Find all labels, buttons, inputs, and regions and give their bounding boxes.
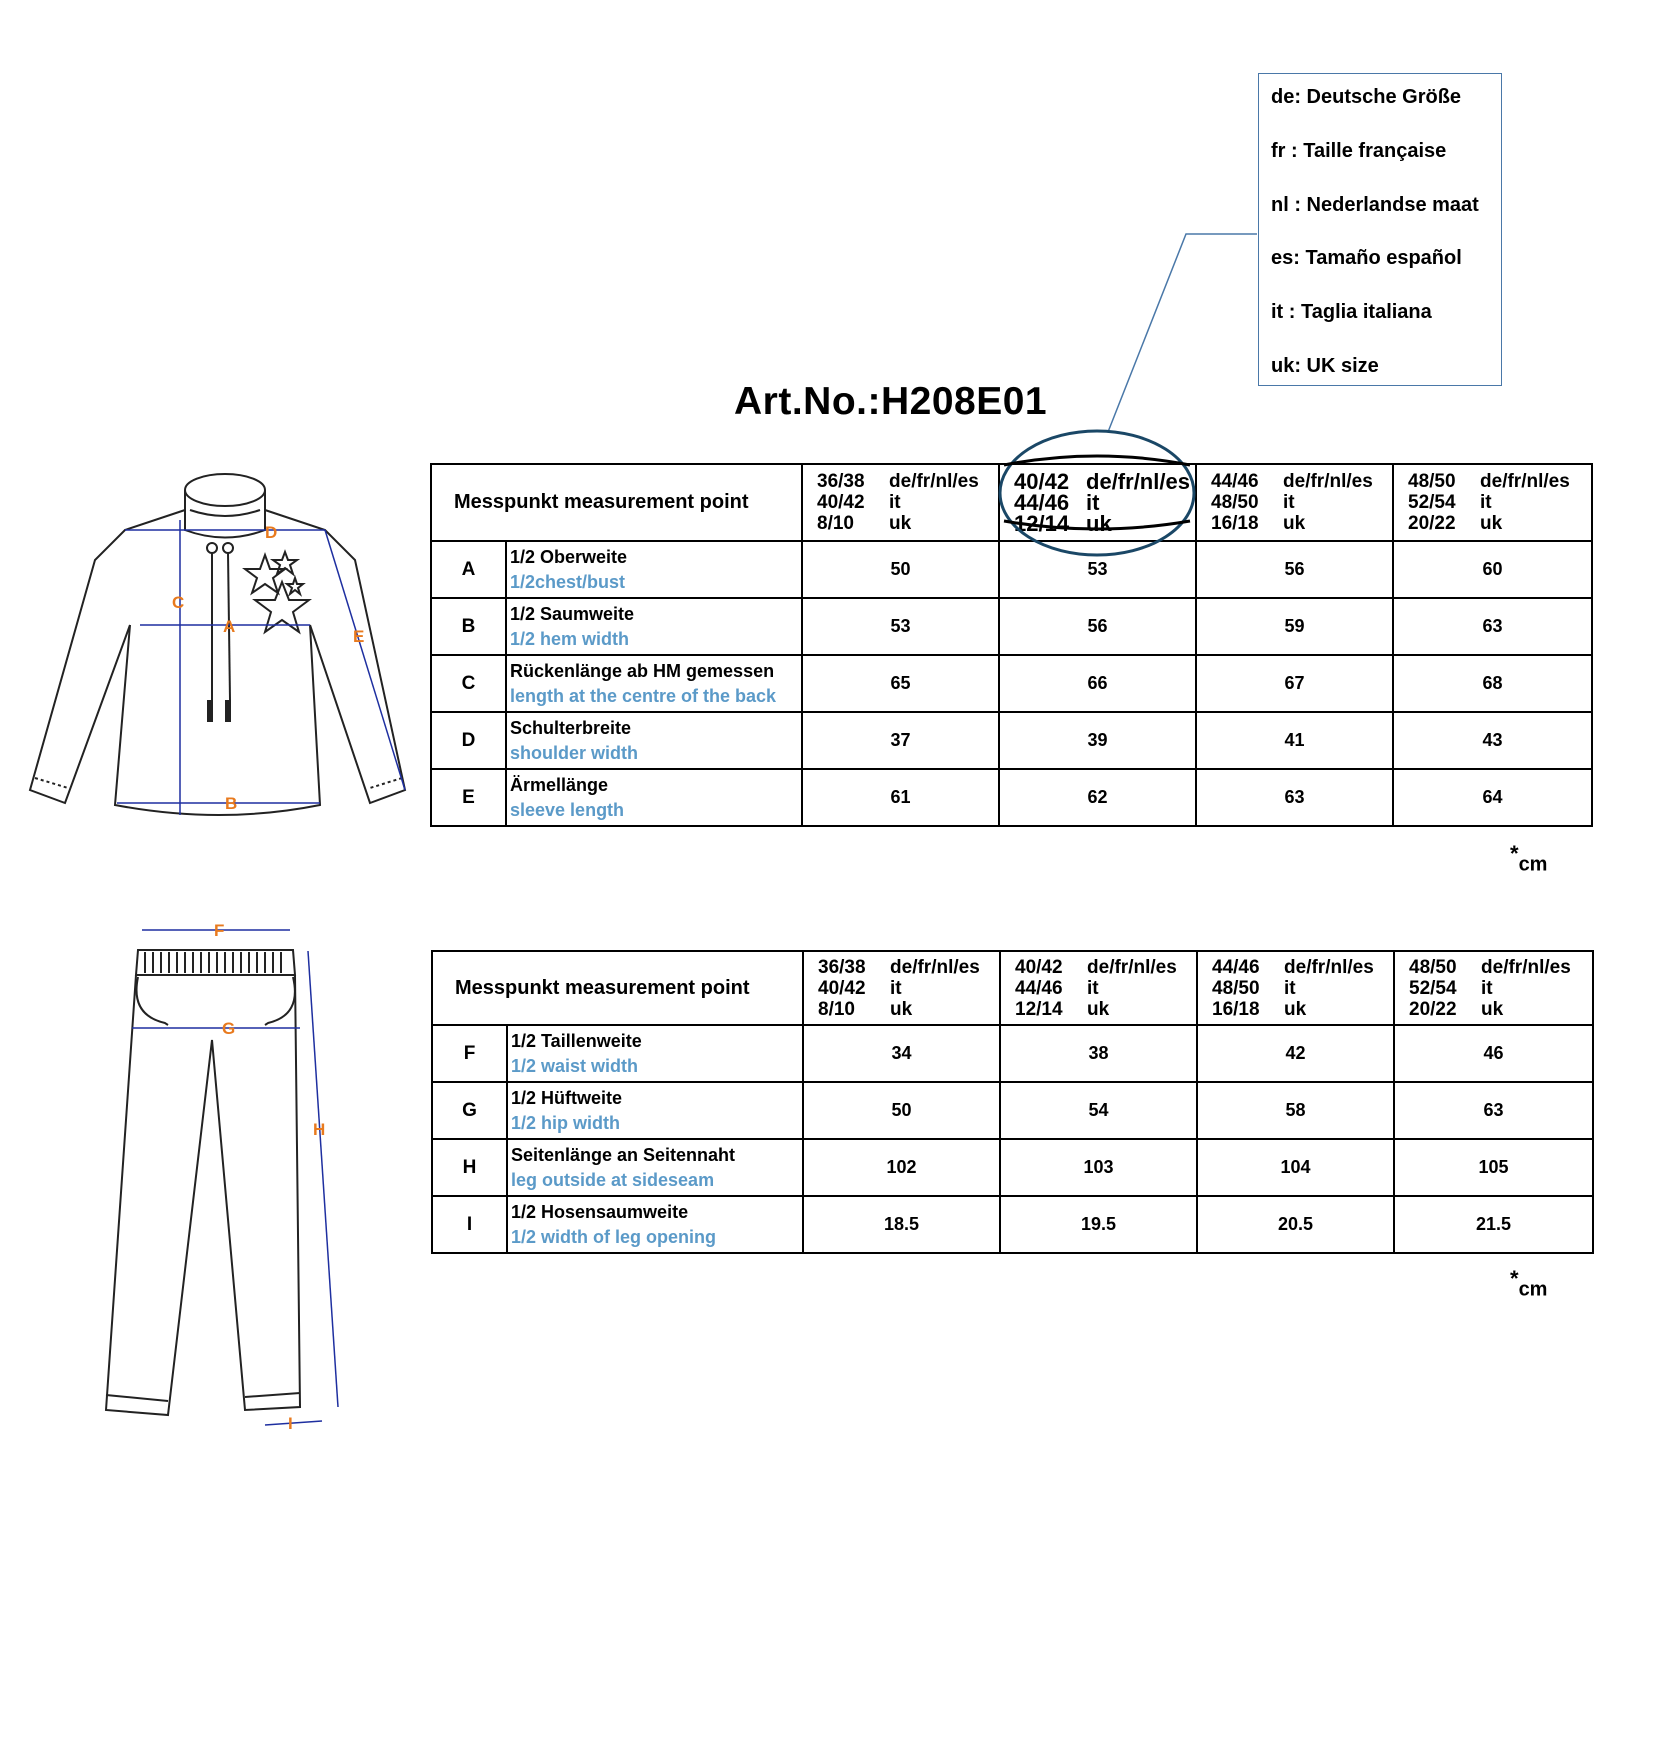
legend-item-fr: fr : Taille française <box>1271 140 1447 162</box>
value-cell: 50 <box>802 541 999 598</box>
size-it: 44/46 <box>1015 977 1063 999</box>
desc-en: leg outside at sideseam <box>511 1169 715 1190</box>
desc-en: 1/2 hip width <box>511 1112 621 1133</box>
size-tag: it <box>1087 977 1099 999</box>
size-tag: uk <box>1480 513 1503 534</box>
size-it: 48/50 <box>1212 977 1260 999</box>
row-description <box>506 712 802 769</box>
size-de: 40/42 <box>1015 956 1063 978</box>
unit-label-top: *cm <box>1510 841 1548 876</box>
desc-en: 1/2 width of leg opening <box>511 1226 716 1247</box>
size-uk: 16/18 <box>1212 998 1260 1020</box>
row-description <box>506 769 802 826</box>
size-de: 36/38 <box>818 956 866 978</box>
size-it: 44/46 <box>1014 490 1070 515</box>
size-it: 52/54 <box>1408 492 1456 513</box>
size-tag: de/fr/nl/es <box>1087 956 1177 978</box>
table-row <box>432 1082 1593 1139</box>
value-cell: 54 <box>1000 1082 1197 1139</box>
legend-item-es: es: Tamaño español <box>1271 247 1462 269</box>
value-cell: 63 <box>1394 1082 1593 1139</box>
value-cell: 60 <box>1393 541 1592 598</box>
value-cell: 62 <box>999 769 1196 826</box>
desc-de: 1/2 Hüftweite <box>511 1087 623 1108</box>
value-cell: 103 <box>1000 1139 1197 1196</box>
table-row <box>432 1025 1593 1082</box>
drawstring-end <box>225 700 231 722</box>
value-cell: 41 <box>1196 712 1393 769</box>
value-cell: 63 <box>1393 598 1592 655</box>
desc-en: 1/2 hem width <box>510 628 630 649</box>
size-it: 48/50 <box>1211 492 1259 513</box>
dimension-label-c: C <box>172 593 185 612</box>
size-tag: it <box>1283 492 1295 513</box>
value-cell: 56 <box>999 598 1196 655</box>
size-header-2 <box>1000 951 1197 1025</box>
legend-item-de: de: Deutsche Größe <box>1271 86 1462 108</box>
size-tag: it <box>1284 977 1296 999</box>
size-uk: 8/10 <box>817 513 854 534</box>
value-cell: 59 <box>1196 598 1393 655</box>
size-tag: uk <box>1481 998 1504 1020</box>
value-cell: 34 <box>803 1025 1000 1082</box>
value-cell: 67 <box>1196 655 1393 712</box>
unit-text: cm <box>1518 1278 1548 1301</box>
desc-en: 1/2 waist width <box>511 1055 639 1076</box>
header-label: Messpunkt measurement point <box>432 951 803 1025</box>
desc-de: 1/2 Hosensaumweite <box>511 1201 689 1222</box>
value-cell: 56 <box>1196 541 1393 598</box>
desc-de: 1/2 Saumweite <box>510 603 635 624</box>
size-de: 44/46 <box>1211 471 1259 492</box>
row-letter: G <box>432 1082 507 1139</box>
row-letter: D <box>431 712 506 769</box>
size-tag: de/fr/nl/es <box>1086 469 1190 494</box>
size-header-4 <box>1394 951 1593 1025</box>
row-letter: B <box>431 598 506 655</box>
size-tag: uk <box>890 998 913 1020</box>
row-letter: F <box>432 1025 507 1082</box>
size-tag: de/fr/nl/es <box>1480 471 1570 492</box>
row-description <box>507 1082 803 1139</box>
size-tag: it <box>889 492 901 513</box>
size-de: 36/38 <box>817 471 865 492</box>
desc-de: Ärmellänge <box>510 774 609 795</box>
size-tag: uk <box>889 513 912 534</box>
size-tag: de/fr/nl/es <box>1283 471 1373 492</box>
row-description <box>506 598 802 655</box>
row-description <box>507 1139 803 1196</box>
value-cell: 102 <box>803 1139 1000 1196</box>
row-description <box>507 1196 803 1253</box>
size-uk: 8/10 <box>818 998 855 1020</box>
size-de: 48/50 <box>1409 956 1457 978</box>
dimension-label-g: G <box>222 1019 236 1038</box>
size-uk: 20/22 <box>1408 513 1456 534</box>
size-tag: de/fr/nl/es <box>1284 956 1374 978</box>
desc-de: 1/2 Oberweite <box>510 546 628 567</box>
dimension-label-i: I <box>288 1414 293 1433</box>
row-letter: C <box>431 655 506 712</box>
value-cell: 18.5 <box>803 1196 1000 1253</box>
size-de: 40/42 <box>1014 469 1070 494</box>
row-letter: A <box>431 541 506 598</box>
bottom-size-table <box>431 950 1594 1254</box>
table-row <box>432 1139 1593 1196</box>
value-cell: 61 <box>802 769 999 826</box>
dimension-label-e: E <box>353 627 365 646</box>
row-letter: I <box>432 1196 507 1253</box>
size-tag: uk <box>1283 513 1306 534</box>
top-garment-sketch <box>20 460 420 830</box>
size-tag: it <box>1480 492 1492 513</box>
desc-en: length at the centre of the back <box>510 685 777 706</box>
size-header-4 <box>1393 464 1592 541</box>
value-cell: 42 <box>1197 1025 1394 1082</box>
value-cell: 64 <box>1393 769 1592 826</box>
dimension-label-f: F <box>214 921 225 940</box>
value-cell: 21.5 <box>1394 1196 1593 1253</box>
dimension-label-b: B <box>225 794 238 813</box>
desc-de: Schulterbreite <box>510 717 632 738</box>
table-row <box>431 769 1592 826</box>
value-cell: 38 <box>1000 1025 1197 1082</box>
highlight-ellipse <box>990 425 1210 560</box>
size-it: 52/54 <box>1409 977 1457 999</box>
size-header-1 <box>803 951 1000 1025</box>
size-uk: 16/18 <box>1211 513 1259 534</box>
table-row <box>431 712 1592 769</box>
value-cell: 63 <box>1196 769 1393 826</box>
desc-en: sleeve length <box>510 799 625 820</box>
value-cell: 19.5 <box>1000 1196 1197 1253</box>
size-tag: uk <box>1086 511 1112 536</box>
size-tag: de/fr/nl/es <box>889 471 979 492</box>
drawstring-end <box>207 700 213 722</box>
legend-item-nl: nl : Nederlandse maat <box>1271 194 1479 216</box>
value-cell: 39 <box>999 712 1196 769</box>
size-header-1 <box>802 464 999 541</box>
value-cell: 104 <box>1197 1139 1394 1196</box>
size-it: 40/42 <box>817 492 865 513</box>
legend-item-uk: uk: UK size <box>1271 355 1379 377</box>
table-row <box>431 655 1592 712</box>
size-it: 40/42 <box>818 977 866 999</box>
size-tag: uk <box>1284 998 1307 1020</box>
size-uk: 12/14 <box>1014 511 1070 536</box>
size-tag: it <box>1086 490 1100 515</box>
value-cell: 37 <box>802 712 999 769</box>
desc-en: 1/2chest/bust <box>510 571 626 592</box>
size-uk: 12/14 <box>1015 998 1063 1020</box>
value-cell: 46 <box>1394 1025 1593 1082</box>
size-tag: it <box>1481 977 1493 999</box>
desc-de: Seitenlänge an Seitennaht <box>511 1144 736 1165</box>
desc-en: shoulder width <box>510 742 638 763</box>
value-cell: 58 <box>1197 1082 1394 1139</box>
unit-text: cm <box>1518 853 1548 876</box>
row-description <box>506 541 802 598</box>
size-de: 44/46 <box>1212 956 1260 978</box>
unit-label-bottom: *cm <box>1510 1266 1548 1301</box>
header-label: Messpunkt measurement point <box>431 464 802 541</box>
value-cell: 66 <box>999 655 1196 712</box>
value-cell: 20.5 <box>1197 1196 1394 1253</box>
size-header-3 <box>1196 464 1393 541</box>
bottom-garment-sketch <box>90 915 380 1435</box>
size-tag: de/fr/nl/es <box>890 956 980 978</box>
table-row <box>431 598 1592 655</box>
size-de: 48/50 <box>1408 471 1456 492</box>
value-cell: 65 <box>802 655 999 712</box>
size-uk: 20/22 <box>1409 998 1457 1020</box>
size-header-3 <box>1197 951 1394 1025</box>
desc-de: 1/2 Taillenweite <box>511 1030 642 1051</box>
value-cell: 43 <box>1393 712 1592 769</box>
row-description <box>507 1025 803 1082</box>
value-cell: 50 <box>803 1082 1000 1139</box>
desc-de: Rückenlänge ab HM gemessen <box>510 660 775 681</box>
table-header-row <box>432 951 1593 1025</box>
legend-item-it: it : Taglia italiana <box>1271 301 1432 323</box>
row-letter: H <box>432 1139 507 1196</box>
row-description <box>506 655 802 712</box>
value-cell: 53 <box>999 541 1196 598</box>
value-cell: 53 <box>802 598 999 655</box>
dimension-label-d: D <box>265 523 278 542</box>
article-number: Art.No.:H208E01 <box>734 380 1048 423</box>
size-tag: uk <box>1087 998 1110 1020</box>
size-tag: it <box>890 977 902 999</box>
table-row <box>432 1196 1593 1253</box>
dimension-label-h: H <box>313 1120 326 1139</box>
value-cell: 105 <box>1394 1139 1593 1196</box>
row-letter: E <box>431 769 506 826</box>
dimension-label-a: A <box>223 617 236 636</box>
size-tag: de/fr/nl/es <box>1481 956 1571 978</box>
value-cell: 68 <box>1393 655 1592 712</box>
